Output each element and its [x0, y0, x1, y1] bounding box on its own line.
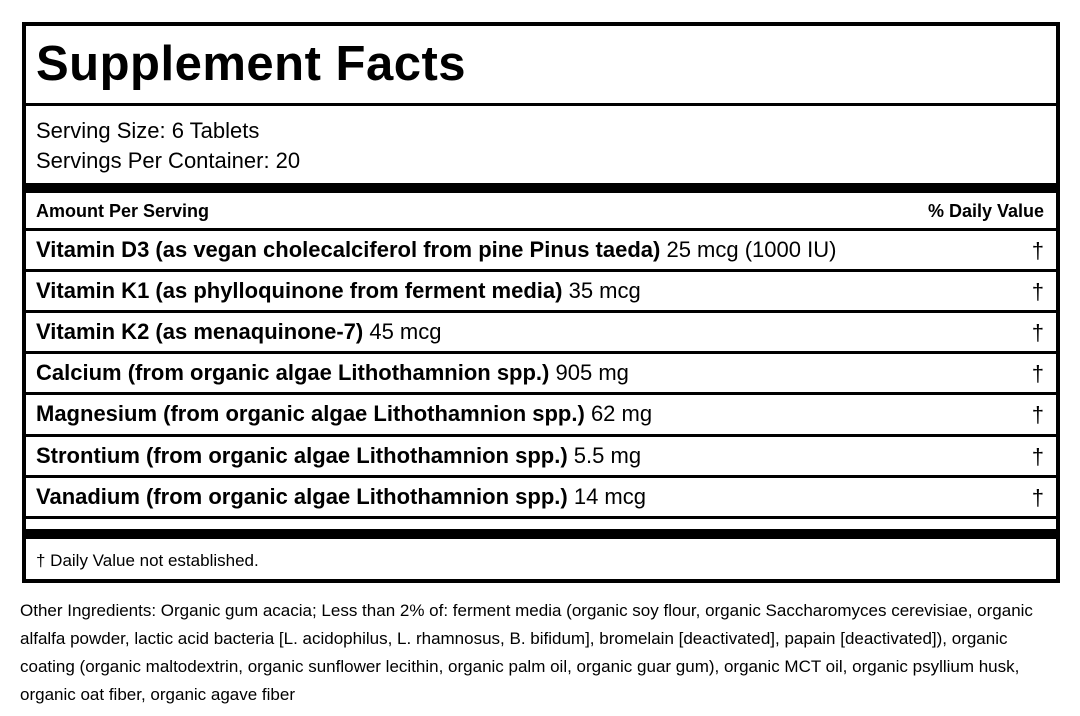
nutrient-label	[36, 280, 641, 302]
nutrient-dv: †	[1031, 444, 1044, 469]
divider-thin	[26, 103, 1056, 106]
nutrient-label	[36, 239, 836, 261]
nutrient-dv: †	[1031, 320, 1044, 345]
nutrient-amount: 14 mcg	[573, 484, 646, 509]
divider-thick	[26, 183, 1056, 193]
nutrient-name: Vanadium (from organic algae Lithothamnion spp.)	[36, 484, 568, 509]
nutrient-row	[26, 313, 1056, 351]
nutrient-amount: 45 mcg	[369, 319, 442, 344]
nutrient-amount: 905 mg	[555, 360, 629, 385]
daily-value-header: % Daily Value	[927, 201, 1044, 221]
nutrient-label	[36, 362, 629, 384]
servings-per-container: Servings Per Container: 20	[36, 148, 301, 173]
other-ingredients: Other Ingredients: Organic gum acacia; Less than 2% of: ferment media (organic soy flour, organic Saccharomyces cerevisiae, organic alfalfa powder, lactic acid bacteria [L. acidophilus, L. rhamnosus, B. bifidum], bromelain [deactivated], papain [deactivated]), organic coating (organic maltodextrin, organic sunflower lecithin, organic palm oil, organic guar gum), organic MCT oil, organic psyllium husk, organic oat fiber, organic agave fiber	[20, 601, 1033, 704]
nutrient-name: Vitamin K1 (as phylloquinone from ferment media)	[36, 278, 563, 303]
nutrient-row	[26, 478, 1056, 516]
nutrient-name: Calcium (from organic algae Lithothamnion spp.)	[36, 360, 550, 385]
nutrient-name: Magnesium (from organic algae Lithothamnion spp.)	[36, 401, 585, 426]
nutrient-amount: 5.5 mg	[573, 443, 642, 468]
nutrient-row	[26, 354, 1056, 392]
nutrient-amount: 25 mcg (1000 IU)	[666, 237, 837, 262]
divider-thick-bottom	[26, 529, 1056, 539]
nutrient-row	[26, 395, 1056, 433]
amount-per-serving-header: Amount Per Serving	[36, 201, 210, 221]
nutrient-dv: †	[1031, 279, 1044, 304]
nutrient-dv: †	[1031, 485, 1044, 510]
supplement-facts-panel	[22, 22, 1060, 583]
nutrient-label	[36, 403, 652, 425]
nutrient-row	[26, 437, 1056, 475]
nutrient-row	[26, 272, 1056, 310]
nutrient-name: Strontium (from organic algae Lithothamnion spp.)	[36, 443, 568, 468]
footnote: † Daily Value not established.	[36, 551, 259, 570]
panel-title: Supplement Facts	[36, 37, 467, 91]
nutrient-name: Vitamin K2 (as menaquinone-7)	[36, 319, 364, 344]
nutrient-amount: 62 mg	[590, 401, 653, 426]
nutrient-dv: †	[1031, 402, 1044, 427]
row-divider	[26, 516, 1056, 519]
nutrient-label	[36, 486, 646, 508]
serving-size: Serving Size: 6 Tablets	[36, 118, 260, 143]
nutrient-label	[36, 445, 641, 467]
nutrient-amount: 35 mcg	[568, 278, 641, 303]
nutrient-label	[36, 321, 442, 343]
nutrient-dv: †	[1031, 361, 1044, 386]
nutrient-name: Vitamin D3 (as vegan cholecalciferol from pine Pinus taeda)	[36, 237, 661, 262]
nutrient-row	[26, 231, 1056, 269]
nutrient-dv: †	[1031, 238, 1044, 263]
